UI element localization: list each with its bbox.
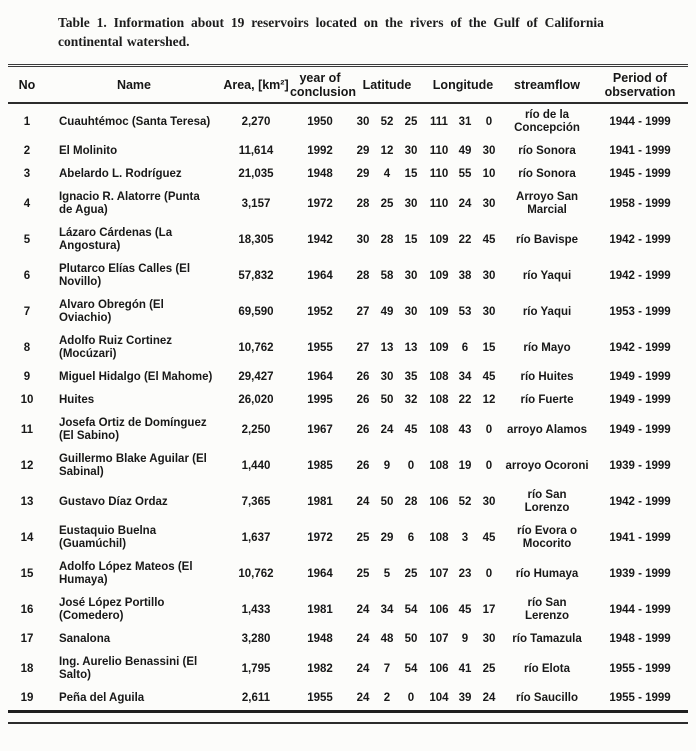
longitude-degrees: 107: [429, 567, 449, 580]
observation-period: 1942 - 1999: [609, 341, 671, 354]
longitude-minutes: 43: [458, 423, 472, 436]
row-number: 13: [20, 495, 34, 508]
longitude-degrees: 109: [429, 233, 449, 246]
longitude-minutes: 39: [458, 692, 472, 704]
row-number: 9: [23, 371, 31, 383]
row-number: 11: [20, 423, 34, 436]
latitude-degrees: 28: [356, 197, 370, 210]
table-row: [8, 412, 688, 448]
table-row: [8, 186, 688, 222]
streamflow-name: río Mayo: [523, 341, 571, 354]
table-row: [8, 258, 688, 294]
longitude-degrees: 106: [429, 495, 449, 508]
latitude-degrees: 28: [356, 269, 370, 282]
latitude-seconds: 54: [404, 603, 418, 616]
longitude-degrees: 109: [429, 341, 449, 354]
longitude-seconds: 45: [482, 371, 496, 383]
streamflow-name: arroyo Alamos: [506, 423, 588, 436]
longitude-minutes: 31: [458, 115, 472, 128]
reservoir-name: Cuauhtémoc (Santa Teresa): [58, 115, 211, 128]
longitude-degrees: 110: [429, 145, 449, 157]
year-value: 1955: [307, 692, 333, 704]
latitude-seconds: 6: [407, 531, 415, 544]
longitude-seconds: 30: [482, 305, 496, 318]
longitude-seconds: 30: [482, 633, 496, 645]
longitude-degrees: 107: [429, 633, 449, 645]
year-value: 1964: [307, 269, 333, 282]
latitude-minutes: 34: [380, 603, 394, 616]
year-value: 1948: [307, 633, 333, 645]
reservoir-name: José López Portillo (Comedero): [58, 597, 165, 622]
latitude-degrees: 30: [356, 115, 370, 128]
reservoir-name: Lázaro Cárdenas (La Angostura): [58, 227, 173, 252]
row-number: 16: [20, 603, 34, 616]
latitude-minutes: 25: [380, 197, 394, 210]
row-number: 3: [23, 168, 31, 180]
longitude-minutes: 55: [458, 168, 472, 180]
header-name: Name: [46, 66, 222, 104]
longitude-seconds: 15: [482, 341, 496, 354]
area-value: 21,035: [238, 168, 274, 180]
table-row: [8, 687, 688, 712]
year-value: 1981: [307, 603, 333, 616]
reservoir-name: Plutarco Elías Calles (El Novillo): [58, 263, 191, 288]
year-value: 1981: [307, 495, 333, 508]
year-value: 1972: [307, 197, 333, 210]
longitude-minutes: 52: [458, 495, 472, 508]
latitude-degrees: 25: [356, 567, 370, 580]
reservoir-name: Sanalona: [58, 633, 111, 645]
reservoir-name: Peña del Aguila: [58, 692, 145, 704]
header-year: year of conclusion: [290, 66, 350, 104]
observation-period: 1945 - 1999: [609, 168, 671, 180]
observation-period: 1944 - 1999: [609, 603, 671, 616]
table-row: [8, 366, 688, 389]
reservoir-name: Miguel Hidalgo (El Mahome): [58, 371, 213, 383]
table-row: [8, 163, 688, 186]
longitude-degrees: 108: [429, 423, 449, 436]
reservoir-name: Ing. Aurelio Benassini (El Salto): [58, 656, 198, 681]
table-row: [8, 294, 688, 330]
header-period: Period of observation: [592, 66, 688, 104]
latitude-seconds: 45: [404, 423, 418, 436]
longitude-minutes: 45: [458, 603, 472, 616]
observation-period: 1958 - 1999: [609, 197, 671, 210]
latitude-seconds: 30: [404, 269, 418, 282]
observation-period: 1942 - 1999: [609, 495, 671, 508]
latitude-seconds: 35: [404, 371, 418, 383]
longitude-degrees: 108: [429, 371, 449, 383]
header-streamflow: streamflow: [502, 66, 592, 104]
table-header: [8, 66, 688, 104]
longitude-degrees: 108: [429, 459, 449, 472]
year-value: 1950: [307, 115, 333, 128]
longitude-degrees: 110: [429, 197, 449, 210]
streamflow-name: río Yaqui: [522, 305, 572, 318]
area-value: 10,762: [238, 567, 274, 580]
longitude-minutes: 23: [458, 567, 472, 580]
streamflow-name: río Sonora: [518, 145, 576, 157]
latitude-minutes: 50: [380, 394, 394, 406]
table-row: [8, 556, 688, 592]
latitude-degrees: 24: [356, 495, 370, 508]
latitude-minutes: 28: [380, 233, 394, 246]
streamflow-name: río Elota: [524, 662, 571, 675]
year-value: 1964: [307, 371, 333, 383]
reservoir-table: [8, 64, 688, 713]
row-number: 5: [23, 233, 31, 246]
table-row: [8, 520, 688, 556]
area-value: 29,427: [238, 371, 274, 383]
longitude-minutes: 49: [458, 145, 472, 157]
longitude-degrees: 108: [429, 531, 449, 544]
latitude-minutes: 13: [380, 341, 394, 354]
longitude-minutes: 38: [458, 269, 472, 282]
reservoir-name: Alvaro Obregón (El Oviachio): [58, 299, 164, 324]
longitude-degrees: 109: [429, 305, 449, 318]
observation-period: 1953 - 1999: [609, 305, 671, 318]
latitude-seconds: 32: [404, 394, 418, 406]
row-number: 15: [20, 567, 34, 580]
area-value: 1,795: [241, 662, 271, 675]
area-value: 11,614: [238, 145, 274, 157]
longitude-seconds: 45: [482, 531, 496, 544]
latitude-degrees: 30: [356, 233, 370, 246]
row-number: 7: [23, 305, 31, 318]
reservoir-name: El Molinito: [58, 145, 118, 157]
row-number: 2: [23, 145, 31, 157]
observation-period: 1948 - 1999: [609, 633, 671, 645]
reservoir-name: Ignacio R. Alatorre (Punta de Agua): [58, 191, 200, 216]
year-value: 1995: [307, 394, 333, 406]
latitude-degrees: 24: [356, 662, 370, 675]
table-row: [8, 592, 688, 628]
table-row: [8, 140, 688, 163]
area-value: 7,365: [241, 495, 271, 508]
observation-period: 1939 - 1999: [609, 459, 671, 472]
streamflow-name: río Huites: [520, 371, 574, 383]
header-longitude: Longitude: [424, 66, 502, 104]
area-value: 3,280: [241, 633, 271, 645]
reservoir-name: Eustaquio Buelna (Guamúchil): [58, 525, 157, 550]
row-number: 1: [23, 115, 31, 128]
area-value: 1,433: [241, 603, 271, 616]
streamflow-name: río Humaya: [515, 567, 579, 580]
longitude-seconds: 30: [482, 145, 496, 157]
latitude-seconds: 25: [404, 567, 418, 580]
latitude-seconds: 15: [404, 168, 418, 180]
latitude-minutes: 24: [380, 423, 394, 436]
reservoir-name: Guillermo Blake Aguilar (El Sabinal): [58, 453, 207, 478]
observation-period: 1942 - 1999: [609, 233, 671, 246]
row-number: 6: [23, 269, 31, 282]
longitude-seconds: 24: [482, 692, 496, 704]
area-value: 1,440: [241, 459, 271, 472]
longitude-seconds: 0: [485, 423, 493, 436]
year-value: 1942: [307, 233, 333, 246]
latitude-degrees: 24: [356, 603, 370, 616]
streamflow-name: río Evora o Mocorito: [516, 525, 578, 550]
area-value: 10,762: [238, 341, 274, 354]
latitude-minutes: 29: [380, 531, 394, 544]
table-row: [8, 628, 688, 651]
longitude-seconds: 25: [482, 662, 496, 675]
table-row: [8, 651, 688, 687]
latitude-seconds: 28: [404, 495, 418, 508]
table-caption: [0, 0, 696, 51]
latitude-degrees: 24: [356, 633, 370, 645]
longitude-minutes: 41: [458, 662, 472, 675]
header-latitude: Latitude: [350, 66, 424, 104]
longitude-degrees: 111: [430, 115, 448, 128]
area-value: 2,611: [241, 692, 271, 704]
streamflow-name: río de la Concepción: [514, 109, 580, 134]
year-value: 1982: [307, 662, 333, 675]
year-value: 1948: [307, 168, 333, 180]
row-number: 17: [20, 633, 34, 645]
longitude-seconds: 12: [482, 394, 496, 406]
longitude-seconds: 0: [485, 459, 493, 472]
latitude-minutes: 58: [380, 269, 394, 282]
year-value: 1985: [307, 459, 333, 472]
observation-period: 1949 - 1999: [609, 371, 671, 383]
table-row: [8, 103, 688, 140]
header-no: No: [8, 66, 46, 104]
longitude-minutes: 34: [458, 371, 472, 383]
streamflow-name: río Bavispe: [516, 233, 579, 246]
observation-period: 1955 - 1999: [609, 692, 671, 704]
row-number: 8: [23, 341, 31, 354]
streamflow-name: río Fuerte: [520, 394, 574, 406]
year-value: 1992: [307, 145, 333, 157]
streamflow-name: río San Lorenzo: [524, 489, 570, 514]
latitude-seconds: 30: [404, 305, 418, 318]
observation-period: 1949 - 1999: [609, 423, 671, 436]
row-number: 4: [23, 197, 31, 210]
longitude-minutes: 6: [461, 341, 469, 354]
latitude-seconds: 30: [404, 197, 418, 210]
longitude-seconds: 30: [482, 197, 496, 210]
streamflow-name: río Yaqui: [522, 269, 572, 282]
year-value: 1972: [307, 531, 333, 544]
area-value: 2,250: [241, 423, 271, 436]
streamflow-name: río Sonora: [518, 168, 576, 180]
reservoir-name: Adolfo Ruiz Cortinez (Mocúzari): [58, 335, 173, 360]
latitude-minutes: 9: [383, 459, 391, 472]
row-number: 18: [20, 662, 34, 675]
streamflow-name: río San Lerenzo: [524, 597, 570, 622]
row-number: 19: [20, 692, 34, 704]
latitude-seconds: 50: [404, 633, 418, 645]
latitude-minutes: 48: [380, 633, 394, 645]
latitude-seconds: 15: [404, 233, 418, 246]
latitude-degrees: 24: [356, 692, 370, 704]
latitude-minutes: 7: [383, 662, 391, 675]
area-value: 1,637: [241, 531, 271, 544]
streamflow-name: río Tamazula: [512, 633, 582, 645]
latitude-degrees: 27: [356, 341, 370, 354]
longitude-seconds: 10: [482, 168, 496, 180]
longitude-seconds: 17: [482, 603, 496, 616]
latitude-seconds: 0: [407, 692, 415, 704]
latitude-minutes: 4: [383, 168, 391, 180]
table-bottom-rule: [8, 722, 688, 724]
longitude-minutes: 19: [458, 459, 472, 472]
observation-period: 1941 - 1999: [609, 531, 671, 544]
area-value: 69,590: [238, 305, 274, 318]
longitude-minutes: 3: [461, 531, 469, 544]
area-value: 26,020: [238, 394, 274, 406]
latitude-degrees: 29: [356, 145, 370, 157]
streamflow-name: Arroyo San Marcial: [516, 191, 579, 216]
table-body: [8, 103, 688, 712]
longitude-degrees: 110: [429, 168, 449, 180]
row-number: 10: [20, 394, 34, 406]
table-row: [8, 448, 688, 484]
row-number: 12: [20, 459, 34, 472]
streamflow-name: río Saucillo: [516, 692, 579, 704]
longitude-minutes: 24: [458, 197, 472, 210]
longitude-minutes: 53: [458, 305, 472, 318]
latitude-degrees: 27: [356, 305, 370, 318]
longitude-minutes: 9: [461, 633, 469, 645]
latitude-seconds: 30: [404, 145, 418, 157]
caption-line-2: continental watershed.: [58, 34, 190, 49]
year-value: 1964: [307, 567, 333, 580]
latitude-minutes: 50: [380, 495, 394, 508]
table-row: [8, 484, 688, 520]
latitude-degrees: 26: [356, 371, 370, 383]
header-row: [8, 66, 688, 104]
table-row: [8, 389, 688, 412]
observation-period: 1941 - 1999: [609, 145, 671, 157]
row-number: 14: [20, 531, 34, 544]
latitude-seconds: 25: [404, 115, 418, 128]
reservoir-name: Josefa Ortiz de Domínguez (El Sabino): [58, 417, 207, 442]
latitude-minutes: 49: [380, 305, 394, 318]
reservoir-name: Adolfo López Mateos (El Humaya): [58, 561, 193, 586]
latitude-minutes: 30: [380, 371, 394, 383]
area-value: 2,270: [241, 115, 271, 128]
longitude-seconds: 30: [482, 269, 496, 282]
header-area: Area, [km²]: [222, 66, 290, 104]
longitude-degrees: 109: [429, 269, 449, 282]
area-value: 3,157: [241, 197, 271, 210]
reservoir-name: Abelardo L. Rodríguez: [58, 168, 182, 180]
latitude-degrees: 29: [356, 168, 370, 180]
longitude-degrees: 108: [429, 394, 449, 406]
observation-period: 1949 - 1999: [609, 394, 671, 406]
caption-line-1: Table 1. Information about 19 reservoirs located on the rivers of the Gulf of California: [58, 15, 604, 30]
longitude-seconds: 30: [482, 495, 496, 508]
reservoir-name: Huites: [58, 394, 95, 406]
latitude-minutes: 5: [383, 567, 391, 580]
longitude-degrees: 106: [429, 603, 449, 616]
table-row: [8, 222, 688, 258]
table-row: [8, 330, 688, 366]
latitude-seconds: 54: [404, 662, 418, 675]
streamflow-name: arroyo Ocoroni: [505, 459, 589, 472]
year-value: 1955: [307, 341, 333, 354]
area-value: 18,305: [238, 233, 274, 246]
longitude-minutes: 22: [458, 394, 472, 406]
latitude-degrees: 26: [356, 394, 370, 406]
longitude-seconds: 45: [482, 233, 496, 246]
latitude-minutes: 12: [380, 145, 394, 157]
latitude-degrees: 26: [356, 459, 370, 472]
latitude-degrees: 25: [356, 531, 370, 544]
year-value: 1952: [307, 305, 333, 318]
observation-period: 1944 - 1999: [609, 115, 671, 128]
latitude-degrees: 26: [356, 423, 370, 436]
longitude-degrees: 104: [429, 692, 449, 704]
observation-period: 1942 - 1999: [609, 269, 671, 282]
longitude-seconds: 0: [485, 567, 493, 580]
area-value: 57,832: [238, 269, 274, 282]
latitude-minutes: 2: [383, 692, 391, 704]
longitude-degrees: 106: [429, 662, 449, 675]
latitude-minutes: 52: [380, 115, 394, 128]
reservoir-name: Gustavo Díaz Ordaz: [58, 495, 168, 508]
year-value: 1967: [307, 423, 333, 436]
observation-period: 1939 - 1999: [609, 567, 671, 580]
longitude-seconds: 0: [485, 115, 493, 128]
longitude-minutes: 22: [458, 233, 472, 246]
latitude-seconds: 13: [404, 341, 418, 354]
observation-period: 1955 - 1999: [609, 662, 671, 675]
latitude-seconds: 0: [407, 459, 415, 472]
